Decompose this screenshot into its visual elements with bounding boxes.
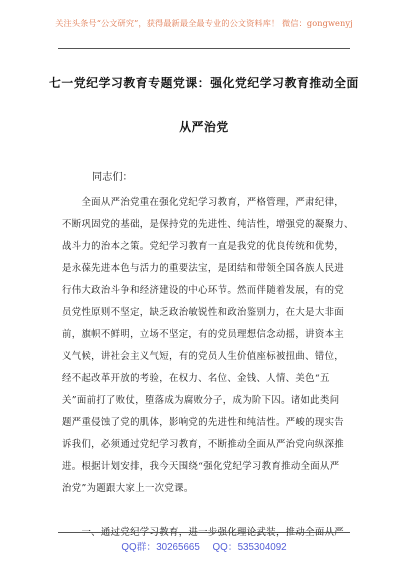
body-line: 全面从严治党重在强化党纪学习教育，严格管理，严肃纪律， [62, 197, 345, 208]
footer-qq-group: QQ群：30265665 [121, 542, 200, 553]
body-line: 关”面前打了败仗，堕落成为腐败分子，成为阶下囚。诸如此类问 [62, 395, 340, 406]
body-line: 进。根据计划安排，我今天围绕“强化党纪学习教育推动全面从严 [62, 461, 340, 472]
footer [0, 539, 408, 553]
body-line-blank [62, 500, 352, 522]
body-line: 前，旗帜不鲜明，立场不坚定，有的党员理想信念动摇，讲资本主 [62, 329, 345, 340]
document-title-line2: 从严治党 [179, 120, 229, 134]
body-line: 义气候，讲社会主义气短，有的党员人生价值座标被扭曲、错位， [62, 351, 345, 362]
footer-qq: QQ：535304092 [212, 542, 287, 553]
body-line: 行伟大政治斗争和经济建设的中心环节。然而伴随着发展，有的党 [62, 285, 345, 296]
header-divider [58, 48, 350, 49]
body-line: 战斗力的治本之策。党纪学习教育一直是我党的优良传统和优势， [62, 241, 345, 252]
body-line: 治党”为题跟大家上一次党课。 [62, 483, 194, 494]
body-line: 员党性原则不坚定，缺乏政治敏锐性和政治鉴别力，在大是大非面 [62, 307, 345, 318]
footer-divider [58, 532, 350, 533]
document-title-line1: 七一党纪学习教育专题党课：强化党纪学习教育推动全面 [49, 76, 359, 90]
body-line: 不断巩固党的基础，是保持党的先进性、纯洁性，增强党的凝聚力、 [62, 219, 354, 230]
section-heading-line: 一、通过党纪学习教育，进一步强化理论武装，推动全面从严 [62, 527, 345, 538]
body-text [62, 192, 352, 544]
salutation: 同志们： [92, 172, 133, 183]
header-banner: 关注头条号“公文研究”，获得最新最全最专业的公文资料库！ 微信：gongwenyj [55, 18, 353, 28]
body-line: 题严重侵蚀了党的肌体，影响党的先进性和纯洁性。严峻的现实告 [62, 417, 345, 428]
body-line: 诉我们，必须通过党纪学习教育，不断推动全面从严治党向纵深推 [62, 439, 345, 450]
body-line: 是永葆先进本色与活力的重要法宝，是团结和带领全国各族人民进 [62, 263, 345, 274]
body-line: 经不起改革开放的考验，在权力、名位、金钱、人情、美色“五 [62, 373, 330, 384]
